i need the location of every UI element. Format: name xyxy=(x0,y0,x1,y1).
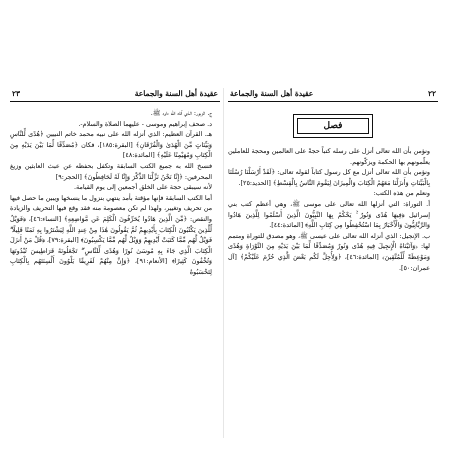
paragraph-quran: هـ. القرآن العظيم: الذي أنزله الله على نبيه محمد خاتم النبيين ﴿هُدًى لِّلنَّاسِ وَبَيِّنَاتٍ مِّنَ الْهُدَىٰ وَالْفُرْقَانِ﴾ [البقرة:١٨٥]، فكان ﴿مُصَدِّقًا لِّمَا بَيْنَ يَدَيْهِ مِنَ الْكِتَابِ وَمُهَيْمِنًا عَلَيْهِ﴾ [المائدة:٤٨] xyxy=(10,130,212,160)
right-page xyxy=(228,88,438,438)
left-page-number: ٢٣ xyxy=(12,89,21,98)
paragraph-previous-books: أما الكتب السابقة فإنها مؤقتة بأمد ينتهي بنزول ما ينسخها ويبين ما حصل فيها من تحريف وتغيير، ولهذا لم تكن معصومة منه فقد وقع فيها التحريف والزيادة والنقص: ﴿مِّنَ الَّذِينَ هَادُوا يُحَرِّفُونَ الْكَلِمَ عَن مَّوَاضِعِهِ﴾ [النساء:٤٦]، ﴿فَوَيْلٌ لِّلَّذِينَ يَكْتُبُونَ الْكِتَابَ بِأَيْدِيهِمْ ثُمَّ يَقُولُونَ هَٰذَا مِنْ عِندِ اللَّهِ لِيَشْتَرُوا بِهِ ثَمَنًا قَلِيلًا ۖ فَوَيْلٌ لَّهُم مِّمَّا كَتَبَتْ أَيْدِيهِمْ وَوَيْلٌ لَّهُم مِّمَّا يَكْسِبُونَ﴾ [البقرة:٧٩]، ﴿قُلْ مَنْ أَنزَلَ الْكِتَابَ الَّذِي جَاءَ بِهِ مُوسَىٰ نُورًا وَهُدًى لِّلنَّاسِ ۖ تَجْعَلُونَهُ قَرَاطِيسَ تُبْدُونَهَا وَتُخْفُونَ كَثِيرًا﴾ [الأنعام:٩١]، ﴿وَإِنَّ مِنْهُمْ لَفَرِيقًا يَلْوُونَ أَلْسِنَتَهُم بِالْكِتَابِ لِتَحْسَبُوهُ xyxy=(10,193,213,276)
paragraph-injil: ب. الإنجيل: الذي أنزله الله تعالى على عيسى ﷺ، وهو مصدق للتوراة ومتمم لها: ﴿وَآتَيْنَاهُ الْإِنجِيلَ فِيهِ هُدًى وَنُورٌ وَمُصَدِّقًا لِّمَا بَيْنَ يَدَيْهِ مِنَ التَّوْرَاةِ وَهُدًى وَمَوْعِظَةً لِّلْمُتَّقِينَ﴾ [المائدة:٤٦]، ﴿وَلِأُحِلَّ لَكُم بَعْضَ الَّذِي حُرِّمَ عَلَيْكُمْ﴾ [آل عمران:٥٠]. xyxy=(228,231,430,272)
paragraph-suhuf: د. صحف إبراهيم وموسى - عليهما الصلاة والسلام-. xyxy=(78,119,212,128)
section-heading-frame xyxy=(293,114,373,138)
left-page-header-title: عقيدة أهل السنة والجماعة xyxy=(134,89,218,98)
paragraph-tawrat: أ. التوراة: التي أنزلها الله تعالى على موسى ﷺ، وهي أعظم كتب بني إسرائيل ﴿فِيهَا هُدًى وَنُورٌ ۚ يَحْكُمُ بِهَا النَّبِيُّونَ الَّذِينَ أَسْلَمُوا لِلَّذِينَ هَادُوا وَالرَّبَّانِيُّونَ وَالْأَحْبَارُ بِمَا اسْتُحْفِظُوا مِن كِتَابِ اللَّهِ﴾ [المائدة:٤٤]. xyxy=(228,199,430,230)
right-page-header xyxy=(228,88,438,102)
paragraph-known-books: ونعلم من هذه الكتب: xyxy=(373,189,430,198)
paragraph-abrogation: فنسخ الله به جميع الكتب السابقة وتكفل بحفظه عن عبث العابثين وزيغ المحرفين: ﴿إِنَّا نَحْنُ نَزَّلْنَا الذِّكْرَ وَإِنَّا لَهُ لَحَافِظُونَ﴾ [الحجر:٩] xyxy=(10,161,212,181)
paragraph-zabur: ج. الزبور: الذي آتاه الله داود ﷺ. xyxy=(150,109,212,117)
right-page-header-title: عقيدة أهل السنة والجماعة xyxy=(230,89,314,98)
section-heading: فصل xyxy=(323,120,343,131)
left-page xyxy=(10,88,220,438)
paragraph-belief-books: ونؤمن بأن الله تعالى أنزل على رسله كتباً حجةً على العالمين ومحجة للعاملين يعلّمونهم بها الحكمة ويزكّونهم. xyxy=(228,147,430,166)
book-gutter xyxy=(223,88,224,438)
paragraph-every-messenger: ونؤمن بأن الله تعالى أنزل مع كل رسول كتاباً لقوله تعالى: ﴿لَقَدْ أَرْسَلْنَا رُسُلَنَا بِالْبَيِّنَاتِ وَأَنزَلْنَا مَعَهُمُ الْكِتَابَ وَالْمِيزَانَ لِيَقُومَ النَّاسُ بِالْقِسْطِ﴾ [الحديد:٢٥]. xyxy=(228,168,430,187)
left-page-body xyxy=(10,102,220,278)
left-page-header xyxy=(10,88,220,102)
paragraph-hujjah: لأنه سيبقى حجة على الخلق أجمعين إلى يوم القيامة. xyxy=(73,183,212,192)
right-page-body xyxy=(228,102,438,273)
right-page-number: ٢٢ xyxy=(427,89,436,98)
